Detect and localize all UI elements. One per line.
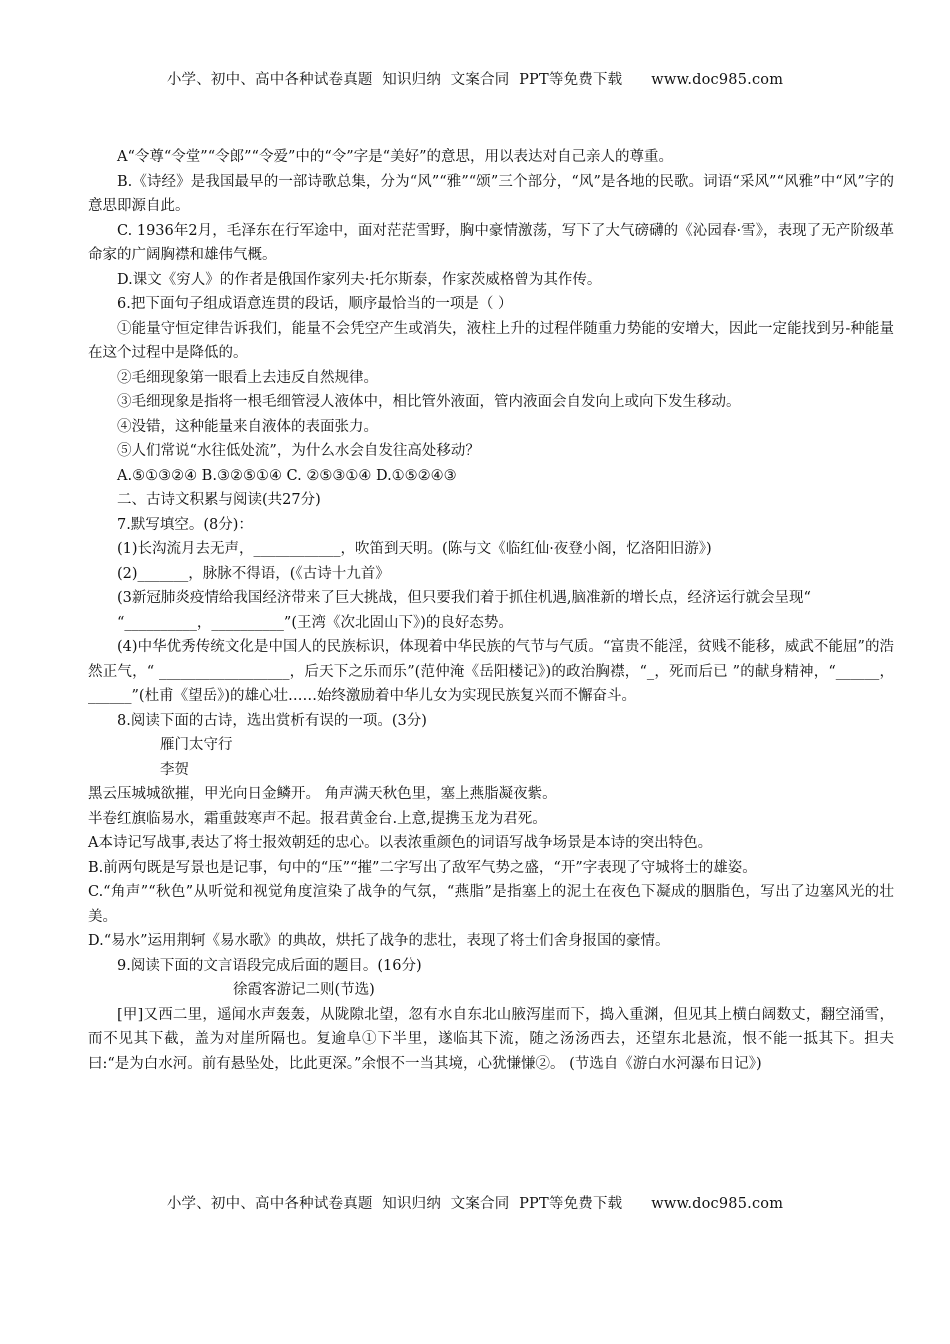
sentence-4: ④没错，这种能量来自液体的表面张力。 (117, 418, 378, 435)
question-8-option-a: A本诗记写战事,表达了将士报效朝廷的忠心。以表浓重颜色的词语写战争场景是本诗的突出特色。 (88, 835, 713, 851)
question-6-options: A.⑤①③②④ B.③②⑤①④ C. ②⑤③①④ D.①⑤②④③ (117, 467, 457, 484)
question-8-option-d: D.“易水”运用荆轲《易水歌》的典故，烘托了战争的悲壮，表现了将士们舍身报国的豪情。 (88, 933, 670, 949)
section-2-heading: 二、古诗文积累与阅读(共27分) (117, 492, 321, 508)
question-8-option-c: C.“角声”“秋色”从听觉和视觉角度渲染了战争的气氛，“燕脂”是指塞上的泥土在夜色下凝成的胭脂色，写出了边塞风光的壮美。 (88, 884, 894, 925)
sentence-3: ③毛细现象是指将一根毛细管浸人液体中，相比管外液面，管内液面会自发向上或向下发生移动。 (117, 394, 741, 410)
passage-jia: [甲]又西二里，遥闻水声轰轰，从陇隙北望，忽有水自东北山腋泻崖而下，捣入重渊，但见其上横白阔数丈，翻空涌雪，而不见其下截，盖为对崖所隔也。复逾阜①下半里，遂临其下流，随之汤汤西去，还望东北悬流，恨不能一抵其下。担夫曰:“是为白水河。前有悬坠处，比此更深。”余恨不一当其境，心犹慊慊②。 (节选自《游白水河瀑布日记》) (88, 1006, 894, 1072)
option-b-line: B.《诗经》是我国最早的一部诗歌总集，分为“风”“雅”“颂”三个部分，“风”是各地的民歌。词语“采风”“风雅”中“风”字的意思即源自此。 (88, 173, 894, 214)
poem-line-2: 半卷红旗临易水，霜重鼓寒声不起。报君黄金台.上意,提携玉龙为君死。 (88, 810, 547, 827)
question-8-stem: 8.阅读下面的古诗，选出赏析有误的一项。(3分) (117, 712, 427, 729)
poem-author: 李贺 (160, 761, 189, 778)
fill-blank-2: (2)_______，脉脉不得语，(《古诗十九首》 (117, 565, 390, 582)
option-d-line: D.课文《穷人》的作者是俄国作家列夫·托尔斯泰，作家茨威格曾为其作传。 (117, 271, 602, 288)
document-body (88, 145, 894, 1076)
option-a-line: A“令尊“令堂”“令郎”“令爱”中的“令”字是“美好”的意思，用以表达对自己亲人的尊重。 (117, 149, 674, 165)
question-7-stem: 7.默写填空。(8分)： (117, 516, 253, 533)
fill-blank-3: (3新冠肺炎疫情给我国经济带来了巨大挑战，但只要我们着于抓住机遇,脑准新的增长点，经济运行就会呈现“ (117, 590, 811, 606)
question-8-option-b: B.前两句既是写景也是记事，句中的“压”“摧”二字写出了敌军气势之盛，“开”字表现了守城将士的雄姿。 (88, 859, 757, 876)
sentence-5: ⑤人们常说“水往低处流”，为什么水会自发往高处移动？ (117, 443, 480, 459)
fill-blank-3-cont: “__________，__________”(王湾《次北固山下》)的良好态势。 (117, 614, 513, 631)
passage-title: 徐霞客游记二则(节选) (233, 982, 375, 998)
sentence-2: ②毛细现象第一眼看上去违反自然规律。 (117, 369, 378, 386)
question-6-stem: 6.把下面句子组成语意连贯的段话，顺序最恰当的一项是（ ） (117, 296, 513, 312)
poem-title: 雁门太守行 (160, 737, 233, 753)
page-footer: 小学、初中、高中各种试卷真题 知识归纳 文案合同 PPT等免费下载 www.doc985.com (166, 1196, 784, 1212)
page-header: 小学、初中、高中各种试卷真题 知识归纳 文案合同 PPT等免费下载 www.doc985.com (166, 72, 784, 88)
fill-blank-1: (1)长沟流月去无声，____________，吹笛到天明。(陈与文《临红仙·夜登小阁，忆洛阳旧游》) (117, 541, 712, 557)
sentence-1: ①能量守恒定律告诉我们，能量不会凭空产生或消失，液柱上升的过程伴随重力势能的安增大，因此一定能找到另-种能量在这个过程中是降低的。 (88, 320, 894, 361)
question-9-stem: 9.阅读下面的文言语段完成后面的题目。(16分) (117, 957, 422, 974)
fill-blank-4: (4)中华优秀传统文化是中国人的民族标识，体现着中华民族的气节与气质。“富贵不能淫，贫贱不能移，威武不能屈”的浩然正气，“ __________________，后天下之乐而乐”(范仲淹《岳阳楼记》)的政治胸襟，“_，死而后已 ”的献身精神，“______，______”(杜甫《望岳》)的雄心壮……始终激励着中华儿女为实现民族复兴而不懈奋斗。 (88, 639, 894, 704)
option-c-line: C. 1936年2月，毛泽东在行军途中，面对茫茫雪野，胸中豪情激荡，写下了大气磅礴的《沁园春·雪》，表现了无产阶级革命家的广阔胸襟和雄伟气概。 (88, 222, 894, 263)
poem-line-1: 黑云压城城欲摧，甲光向日金鳞开。 角声满天秋色里，塞上燕脂凝夜紫。 (88, 786, 557, 802)
